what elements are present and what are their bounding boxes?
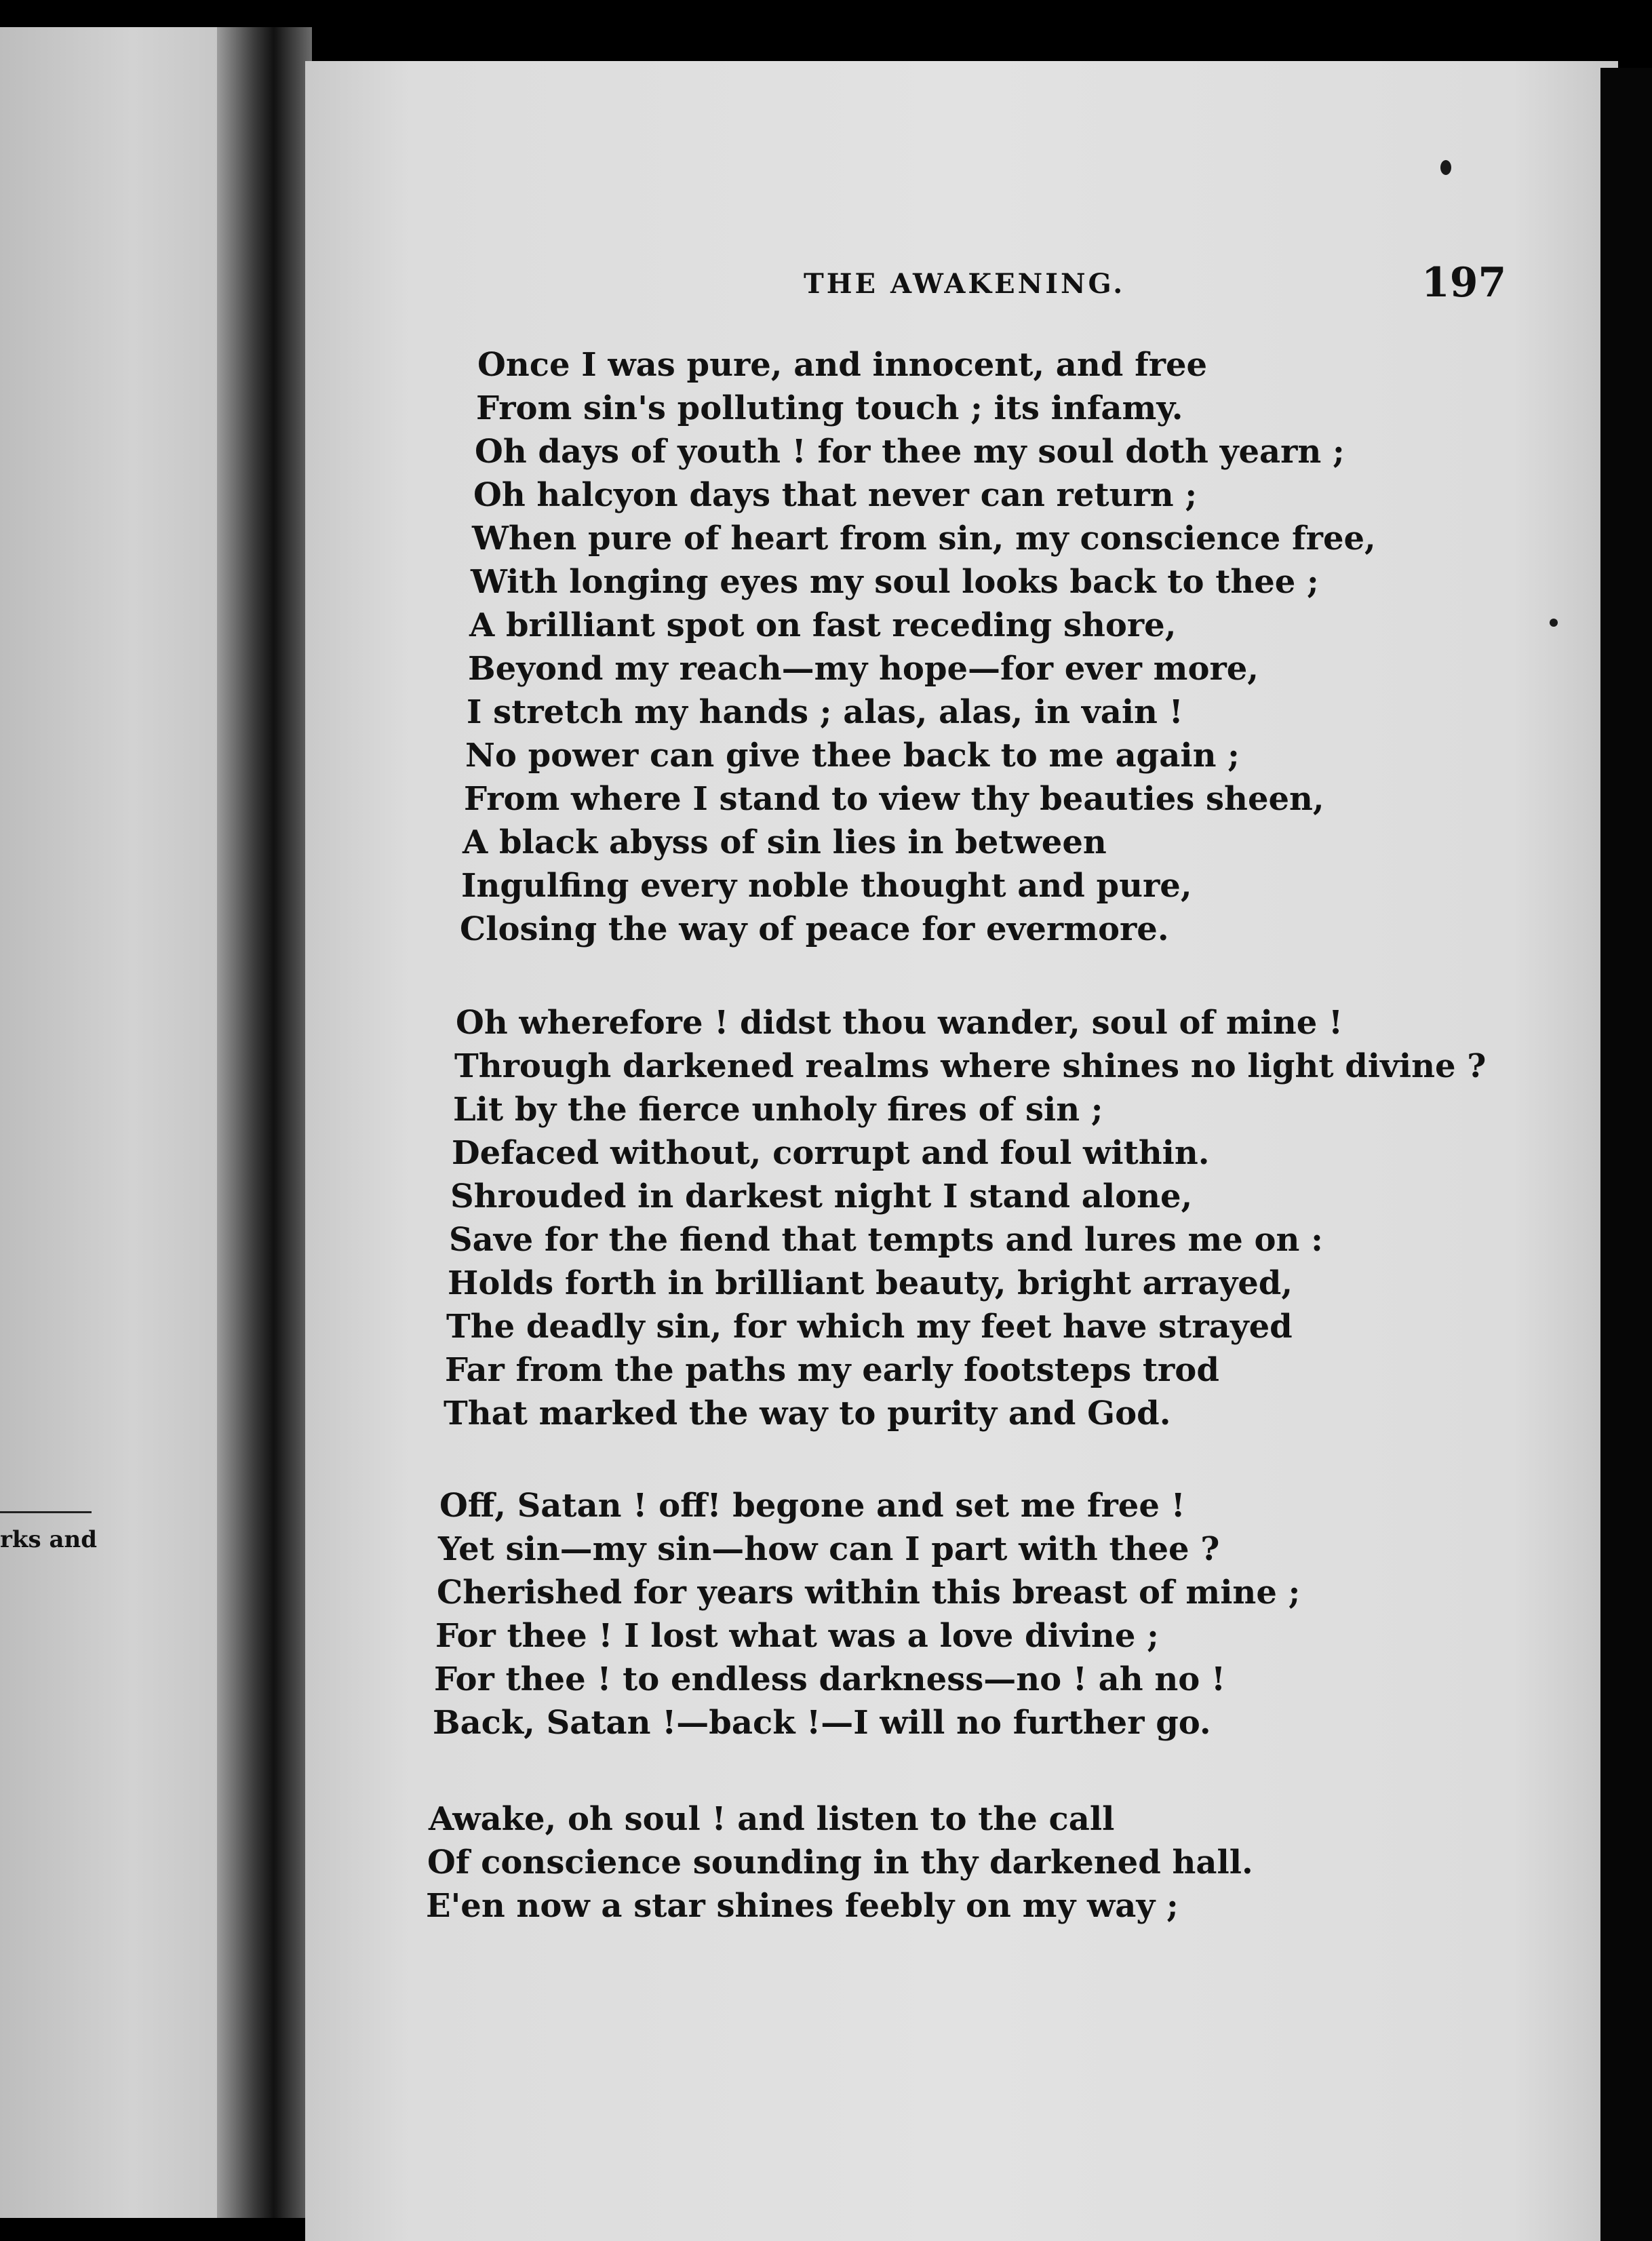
poem-line: Lit by the fierce unholy fires of sin ; bbox=[453, 1091, 1103, 1129]
book-gutter bbox=[217, 27, 312, 2218]
poem-line: Once I was pure, and innocent, and free bbox=[477, 346, 1208, 384]
poem-line: Cherished for years within this breast of mine ; bbox=[437, 1574, 1301, 1612]
poem-line: A black abyss of sin lies in between bbox=[463, 823, 1107, 861]
left-page-text-fragment: rks and bbox=[0, 1526, 97, 1553]
poem-line: No power can give thee back to me again ; bbox=[465, 737, 1240, 775]
poem-line: That marked the way to purity and God. bbox=[444, 1395, 1171, 1433]
page-number: 197 bbox=[1421, 259, 1507, 307]
ink-speck bbox=[1440, 160, 1451, 175]
poem-line: The deadly sin, for which my feet have strayed bbox=[446, 1308, 1293, 1346]
poem-line: Yet sin—my sin—how can I part with thee ? bbox=[438, 1530, 1220, 1568]
poem-line: From where I stand to view thy beauties sheen, bbox=[464, 780, 1324, 818]
poem-line: For thee ! to endless darkness—no ! ah no ! bbox=[434, 1660, 1226, 1698]
poem-line: Save for the fiend that tempts and lures me on : bbox=[449, 1221, 1323, 1259]
poem-line: Back, Satan !—back !—I will no further go. bbox=[433, 1704, 1211, 1742]
poem-line: Oh halcyon days that never can return ; bbox=[473, 476, 1198, 514]
running-head bbox=[0, 197, 1652, 307]
left-page-rule bbox=[0, 1511, 92, 1513]
poem-line: With longing eyes my soul looks back to thee ; bbox=[471, 563, 1319, 601]
page-title: THE AWAKENING. bbox=[804, 268, 1126, 300]
poem-line: For thee ! I lost what was a love divine ; bbox=[435, 1617, 1159, 1655]
poem-line: Through darkened realms where shines no light divine ? bbox=[454, 1047, 1487, 1085]
scan-border bbox=[1600, 68, 1652, 2241]
poem-line: Defaced without, corrupt and foul within. bbox=[452, 1134, 1210, 1172]
poem-line: From sin's polluting touch ; its infamy. bbox=[476, 389, 1183, 427]
poem-line: When pure of heart from sin, my conscience free, bbox=[472, 520, 1376, 558]
poem-line: Shrouded in darkest night I stand alone, bbox=[450, 1177, 1193, 1215]
poem-line: Far from the paths my early footsteps trod bbox=[445, 1351, 1219, 1389]
poem-line: Oh wherefore ! didst thou wander, soul of mine ! bbox=[456, 1004, 1343, 1042]
poem-line: Oh days of youth ! for thee my soul doth yearn ; bbox=[475, 433, 1345, 471]
poem-line: E'en now a star shines feebly on my way ; bbox=[426, 1887, 1179, 1925]
poem-line: Closing the way of peace for evermore. bbox=[460, 910, 1169, 948]
poem-line: Beyond my reach—my hope—for ever more, bbox=[468, 650, 1259, 688]
poem-line: Of conscience sounding in thy darkened hall. bbox=[427, 1844, 1253, 1882]
ink-speck bbox=[1550, 619, 1558, 627]
poem-line: Holds forth in brilliant beauty, bright arrayed, bbox=[448, 1264, 1293, 1302]
poem-line: Ingulfing every noble thought and pure, bbox=[461, 867, 1192, 905]
poem-line: I stretch my hands ; alas, alas, in vain ! bbox=[467, 693, 1183, 731]
poem-line: Off, Satan ! off! begone and set me free ! bbox=[439, 1487, 1185, 1525]
left-page bbox=[0, 27, 241, 2218]
poem-line: Awake, oh soul ! and listen to the call bbox=[429, 1800, 1115, 1838]
poem-line: A brilliant spot on fast receding shore, bbox=[469, 606, 1177, 644]
